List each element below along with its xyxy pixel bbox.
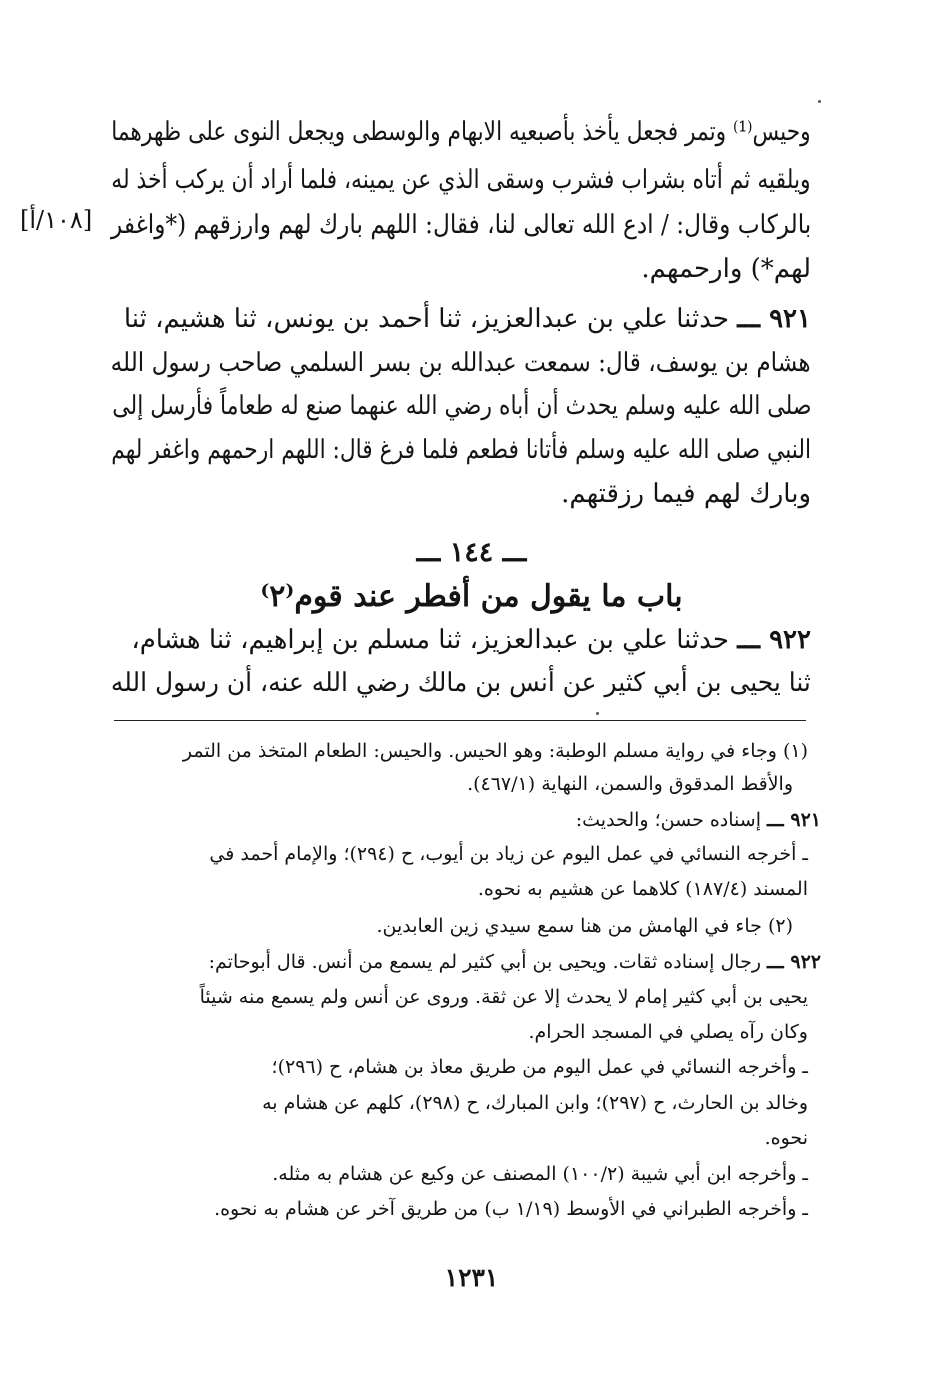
footnote-line: والأقط المدقوق والسمن، النهاية (٤٦٧/١). (467, 773, 793, 795)
hadith-text: حدثنا علي بن عبدالعزيز، ثنا مسلم بن إبراهيم، ثنا هشام، (131, 625, 729, 655)
footnote-number: ٩٢٢ ـــ (767, 951, 821, 973)
footnote-line: ـ أخرجه النسائي في عمل اليوم عن زياد بن أيوب، ح (٢٩٤)؛ والإمام أحمد في (209, 843, 808, 865)
hadith-line: هشام بن يوسف، قال: سمعت عبدالله بن بسر السلمي صاحب رسول الله (111, 348, 811, 378)
hadith-line: وبارك لهم فيما رزقتهم. (561, 479, 811, 509)
paragraph-line: وحيس⁽¹⁾ وتمر فجعل يأخذ بأصبعيه الابهام والوسطى ويجعل النوى على ظهرهما (111, 117, 811, 147)
footnote-text: إسناده حسن؛ والحديث: (575, 809, 761, 831)
footnote-number: ٩٢١ ـــ (767, 809, 821, 831)
page-number: ١٢٣١ (444, 1263, 499, 1292)
speck (818, 100, 821, 103)
chapter-number: ـــ ١٤٤ ـــ (416, 537, 527, 568)
paragraph-line: بالركاب وقال: / ادع الله تعالى لنا، فقال: اللهم بارك لهم وارزقهم (*واغفر (110, 210, 811, 240)
footnote-line: ـ وأخرجه ابن أبي شيبة (١٠٠/٢) المصنف عن وكيع عن هشام به مثله. (272, 1163, 808, 1185)
footnote-line: نحوه. (764, 1127, 808, 1149)
hadith-text: حدثنا علي بن عبدالعزيز، ثنا أحمد بن يونس، ثنا هشيم، ثنا (123, 304, 729, 334)
hadith-line: النبي صلى الله عليه وسلم فأتانا فطعم فلما فرغ قال: اللهم ارحمهم واغفر لهم (111, 435, 811, 465)
footnote-line: (٢) جاء في الهامش من هنا سمع سيدي زين العابدين. (376, 915, 793, 937)
footnote-line: ـ وأخرجه النسائي في عمل اليوم من طريق معاذ بن هشام، ح (٢٩٦)؛ (271, 1056, 808, 1078)
footnote-921-first-line (576, 811, 821, 830)
footnote-line: (١) وجاء في رواية مسلم الوطبة: وهو الحيس. والحيس: الطعام المتخذ من التمر (182, 740, 808, 762)
hadith-921-first-line (124, 306, 811, 332)
paragraph-line: لهم*) وارحمهم. (641, 254, 811, 284)
footnote-divider (114, 720, 806, 721)
hadith-line: ثنا يحيى بن أبي كثير عن أنس بن مالك رضي الله عنه، أن رسول الله (111, 668, 811, 698)
speck (596, 712, 599, 715)
footnote-line: المسند (١٨٧/٤) كلاهما عن هشيم به نحوه. (477, 878, 808, 900)
footnote-line: وكان رآه يصلي في المسجد الحرام. (528, 1021, 808, 1043)
hadith-number: ٩٢٢ ـــ (737, 625, 811, 655)
margin-folio-reference: [١٠٨/أ] (20, 206, 93, 234)
footnote-line: ـ وأخرجه الطبراني في الأوسط (١/١٩ ب) من طريق آخر عن هشام به نحوه. (214, 1198, 808, 1220)
footnote-922-first-line (209, 953, 821, 972)
paragraph-line: ويلقيه ثم أتاه بشراب فشرب وسقى الذي عن يمينه، فلما أراد أن يركب أخذ له (111, 165, 811, 195)
hadith-922-first-line (131, 627, 811, 653)
footnote-line: وخالد بن الحارث، ح (٢٩٧)؛ وابن المبارك، ح (٢٩٨)، كلهم عن هشام به (262, 1092, 808, 1114)
chapter-title: باب ما يقول من أفطر عند قوم⁽٢⁾ (260, 579, 683, 614)
hadith-line: صلى الله عليه وسلم يحدث أن أباه رضي الله عنهما صنع له طعاماً فأرسل إلى (111, 391, 811, 421)
hadith-number: ٩٢١ ـــ (737, 304, 811, 334)
footnote-line: يحيى بن أبي كثير إمام لا يحدث إلا عن ثقة. وروى عن أنس ولم يسمع منه شيئاً (199, 986, 808, 1008)
footnote-text: رجال إسناده ثقات. ويحيى بن أبي كثير لم يسمع من أنس. قال أبوحاتم: (208, 951, 761, 973)
